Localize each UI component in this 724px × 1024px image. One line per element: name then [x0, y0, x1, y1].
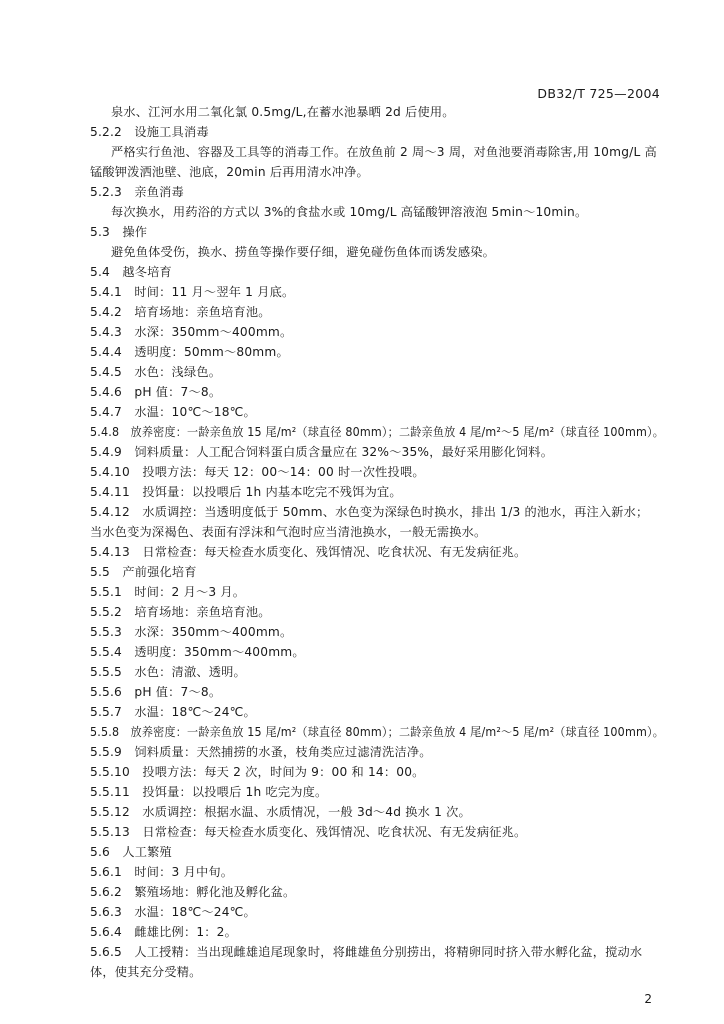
text-line: 5.6.2 繁殖场地：孵化池及孵化盆。: [90, 885, 296, 899]
text-line: 5.5.8 放养密度：一龄亲鱼放 15 尾/m²（球直径 80mm）；二龄亲鱼放 4 尾/m²～5 尾/m²（球直径 100mm）。: [90, 725, 665, 739]
text-line: 5.5.1 时间：2 月～3 月。: [90, 585, 246, 599]
text-line: 5.4.2 培育场地：亲鱼培育池。: [90, 305, 271, 319]
text-line: 5.5.7 水温：18℃～24℃。: [90, 705, 256, 719]
text-line: 5.6.1 时间：3 月中旬。: [90, 865, 234, 879]
text-line: 5.4.9 饲料质量：人工配合饲料蛋白质含量应在 32%～35%，最好采用膨化饲料。: [90, 445, 554, 459]
text-line: 5.6.4 雌雄比例：1：2。: [90, 925, 238, 939]
text-line: 5.5.11 投饵量：以投喂后 1h 吃完为度。: [90, 785, 328, 799]
text-line: 5.4.10 投喂方法：每天 12：00～14：00 时一次性投喂。: [90, 465, 425, 479]
text-line: 每次换水，用药浴的方式以 3%的食盐水或 10mg/L 高锰酸钾溶液泡 5min～10min。: [111, 205, 588, 219]
text-line: 5.5.9 饲料质量：天然捕捞的水蚤，枝角类应过滤清洗洁净。: [90, 745, 432, 759]
text-line: 5.3 操作: [90, 225, 148, 239]
text-line: 5.4.5 水色：浅绿色。: [90, 365, 222, 379]
text-line: 5.5.12 水质调控：根据水温、水质情况，一般 3d～4d 换水 1 次。: [90, 805, 471, 819]
text-line: 5.4.6 pH 值：7～8。: [90, 385, 222, 399]
text-line: 5.6.5 人工授精：当出现雌雄追尾现象时，将雌雄鱼分别捞出，将精卵同时挤入带水孵化盆，搅动水: [90, 945, 643, 959]
text-line: 5.4.11 投饵量：以投喂后 1h 内基本吃完不残饵为宜。: [90, 485, 402, 499]
text-line: 5.4.1 时间：11 月～翌年 1 月底。: [90, 285, 295, 299]
text-line: 5.4.3 水深：350mm～400mm。: [90, 325, 293, 339]
text-line: 5.6 人工繁殖: [90, 845, 172, 859]
text-line: 当水色变为深褐色、表面有浮沫和气泡时应当清池换水，一般无需换水。: [90, 525, 487, 539]
text-line: 体，使其充分受精。: [90, 965, 202, 979]
text-line: 5.5.4 透明度：350mm～400mm。: [90, 645, 305, 659]
text-line: 5.5.6 pH 值：7～8。: [90, 685, 222, 699]
text-line: 5.5.2 培育场地：亲鱼培育池。: [90, 605, 271, 619]
text-line: 严格实行鱼池、容器及工具等的消毒工作。在放鱼前 2 周～3 周，对鱼池要消毒除害,用 10mg/L 高: [111, 145, 657, 159]
text-line: 5.4.13 日常检查：每天检查水质变化、残饵情况、吃食状况、有无发病征兆。: [90, 545, 527, 559]
text-line: 5.5.5 水色：清澈、透明。: [90, 665, 246, 679]
text-line: 5.6.3 水温：18℃～24℃。: [90, 905, 256, 919]
text-line: 5.4.8 放养密度：一龄亲鱼放 15 尾/m²（球直径 80mm）；二龄亲鱼放 4 尾/m²～5 尾/m²（球直径 100mm）。: [90, 425, 665, 439]
text-line: 5.5.10 投喂方法：每天 2 次，时间为 9：00 和 14：00。: [90, 765, 425, 779]
text-line: 5.5.13 日常检查：每天检查水质变化、残饵情况、吃食状况、有无发病征兆。: [90, 825, 527, 839]
text-line: 5.2.3 亲鱼消毒: [90, 185, 184, 199]
page-number: 2: [644, 992, 652, 1006]
text-line: 5.4.4 透明度：50mm～80mm。: [90, 345, 289, 359]
document-code-header: DB32/T 725—2004: [537, 86, 660, 101]
text-line: 泉水、江河水用二氧化氯 0.5mg/L,在蓄水池暴晒 2d 后使用。: [111, 105, 455, 119]
text-line: 5.2.2 设施工具消毒: [90, 125, 209, 139]
text-line: 5.5.3 水深：350mm～400mm。: [90, 625, 293, 639]
text-line: 5.4.12 水质调控：当透明度低于 50mm、水色变为深绿色时换水，排出 1/3 的池水，再注入新水；: [90, 505, 649, 519]
text-line: 锰酸钾泼洒池壁、池底，20min 后再用清水冲净。: [90, 165, 369, 179]
text-line: 5.4.7 水温：10℃～18℃。: [90, 405, 256, 419]
text-line: 避免鱼体受伤，换水、捞鱼等操作要仔细，避免碰伤鱼体而诱发感染。: [111, 245, 496, 259]
text-line: 5.5 产前强化培育: [90, 565, 197, 579]
text-line: 5.4 越冬培育: [90, 265, 172, 279]
